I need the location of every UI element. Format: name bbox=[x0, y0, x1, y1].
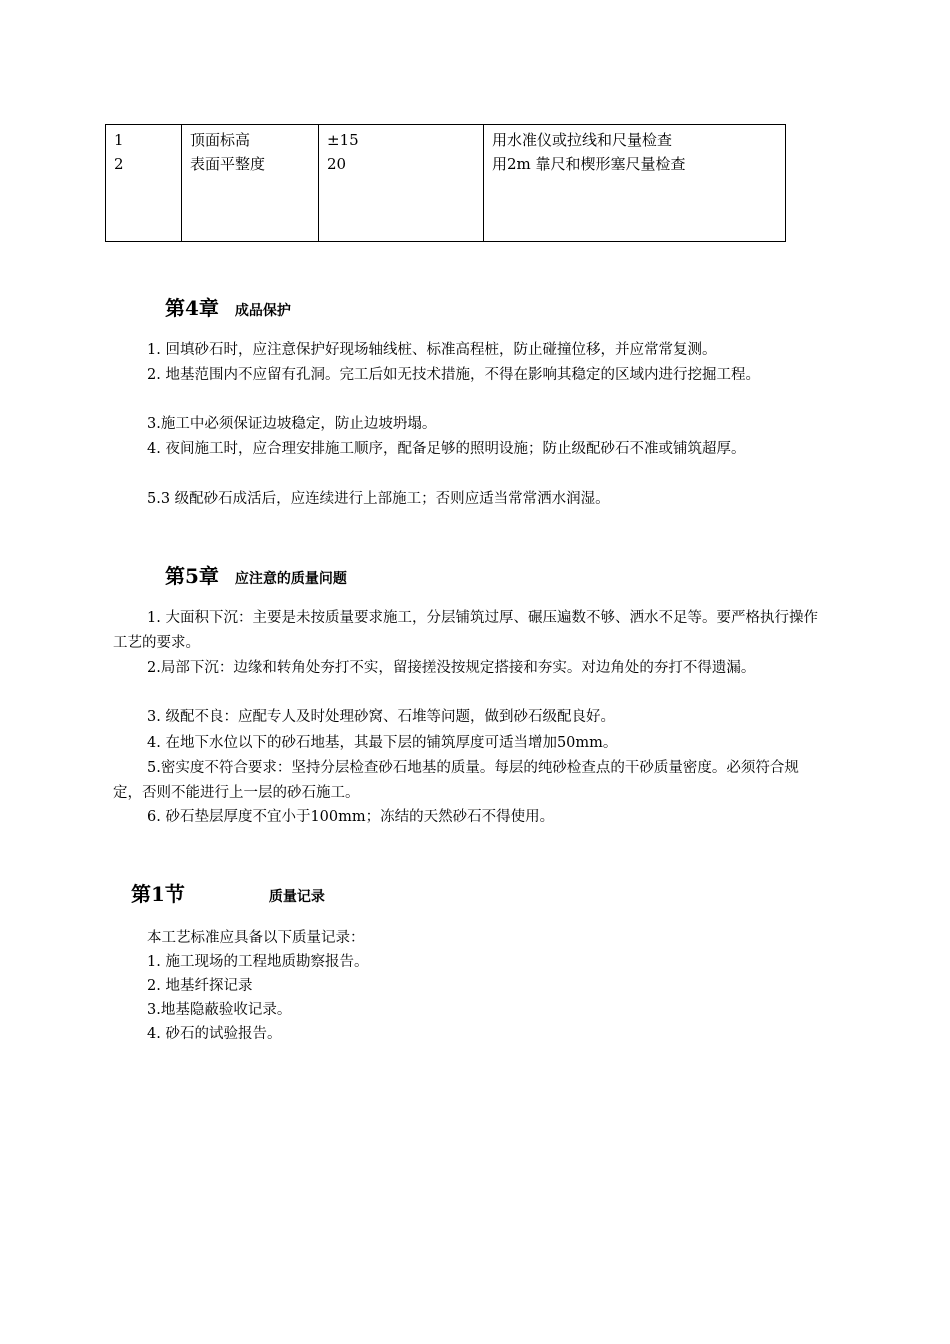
table-cell-no: 1 2 bbox=[106, 125, 182, 242]
chapter-4-heading bbox=[165, 292, 291, 321]
chapter-title: 成品保护 bbox=[234, 303, 291, 319]
paragraph: 1. 回填砂石时，应注意保护好现场轴线桩、标准高程桩，防止碰撞位移，并应常常复测。 bbox=[147, 342, 717, 358]
table-cell-tolerance: ±15 20 bbox=[319, 125, 484, 242]
section-intro: 本工艺标准应具备以下质量记录： bbox=[147, 930, 365, 946]
table-cell-method: 用水准仪或拉线和尺量检查 用2m 靠尺和楔形塞尺量检查 bbox=[484, 125, 786, 242]
paragraph: 3. 级配不良：应配专人及时处理砂窝、石堆等问题，做到砂石级配良好。 bbox=[147, 709, 615, 725]
inspection-table bbox=[105, 124, 786, 242]
table-cell-item: 顶面标高 表面平整度 bbox=[182, 125, 319, 242]
paragraph: 5.3 级配砂石成活后，应连续进行上部施工；否则应适当常常洒水润湿。 bbox=[147, 491, 610, 507]
paragraph: 2. 地基范围内不应留有孔洞。完工后如无技术措施，不得在影响其稳定的区域内进行挖掘工程。 bbox=[147, 367, 760, 383]
paragraph: 2.局部下沉：边缘和转角处夯打不实，留接搓没按规定搭接和夯实。对边角处的夯打不得遗漏。 bbox=[147, 660, 756, 676]
list-item: 3.地基隐蔽验收记录。 bbox=[147, 1002, 292, 1018]
section-number: 第1节 bbox=[131, 882, 185, 906]
section-title: 质量记录 bbox=[268, 889, 325, 905]
chapter-number: 第5章 bbox=[165, 564, 219, 588]
section-1-heading bbox=[131, 878, 325, 907]
chapter-5-heading bbox=[165, 560, 347, 589]
list-item: 4. 砂石的试验报告。 bbox=[147, 1026, 282, 1042]
paragraph: 5.密实度不符合要求：坚持分层检查砂石地基的质量。每层的纯砂检查点的干砂质量密度。必须符合规定，否则不能进行上一层的砂石施工。 bbox=[113, 760, 799, 801]
list-item: 2. 地基纤探记录 bbox=[147, 978, 253, 994]
table-row bbox=[106, 125, 786, 242]
chapter-title: 应注意的质量问题 bbox=[234, 571, 347, 587]
list-item: 1. 施工现场的工程地质勘察报告。 bbox=[147, 954, 369, 970]
paragraph: 1. 大面积下沉：主要是未按质量要求施工，分层铺筑过厚、碾压遍数不够、洒水不足等。要严格执行操作工艺的要求。 bbox=[113, 610, 818, 651]
paragraph: 4. 在地下水位以下的砂石地基，其最下层的铺筑厚度可适当增加50mm。 bbox=[147, 735, 618, 751]
paragraph: 4. 夜间施工时，应合理安排施工顺序，配备足够的照明设施；防止级配砂石不准或铺筑超厚。 bbox=[147, 441, 746, 457]
paragraph: 3.施工中必须保证边坡稳定，防止边坡坍塌。 bbox=[147, 416, 437, 432]
chapter-number: 第4章 bbox=[165, 296, 219, 320]
paragraph: 6. 砂石垫层厚度不宜小于100mm；冻结的天然砂石不得使用。 bbox=[147, 809, 555, 825]
